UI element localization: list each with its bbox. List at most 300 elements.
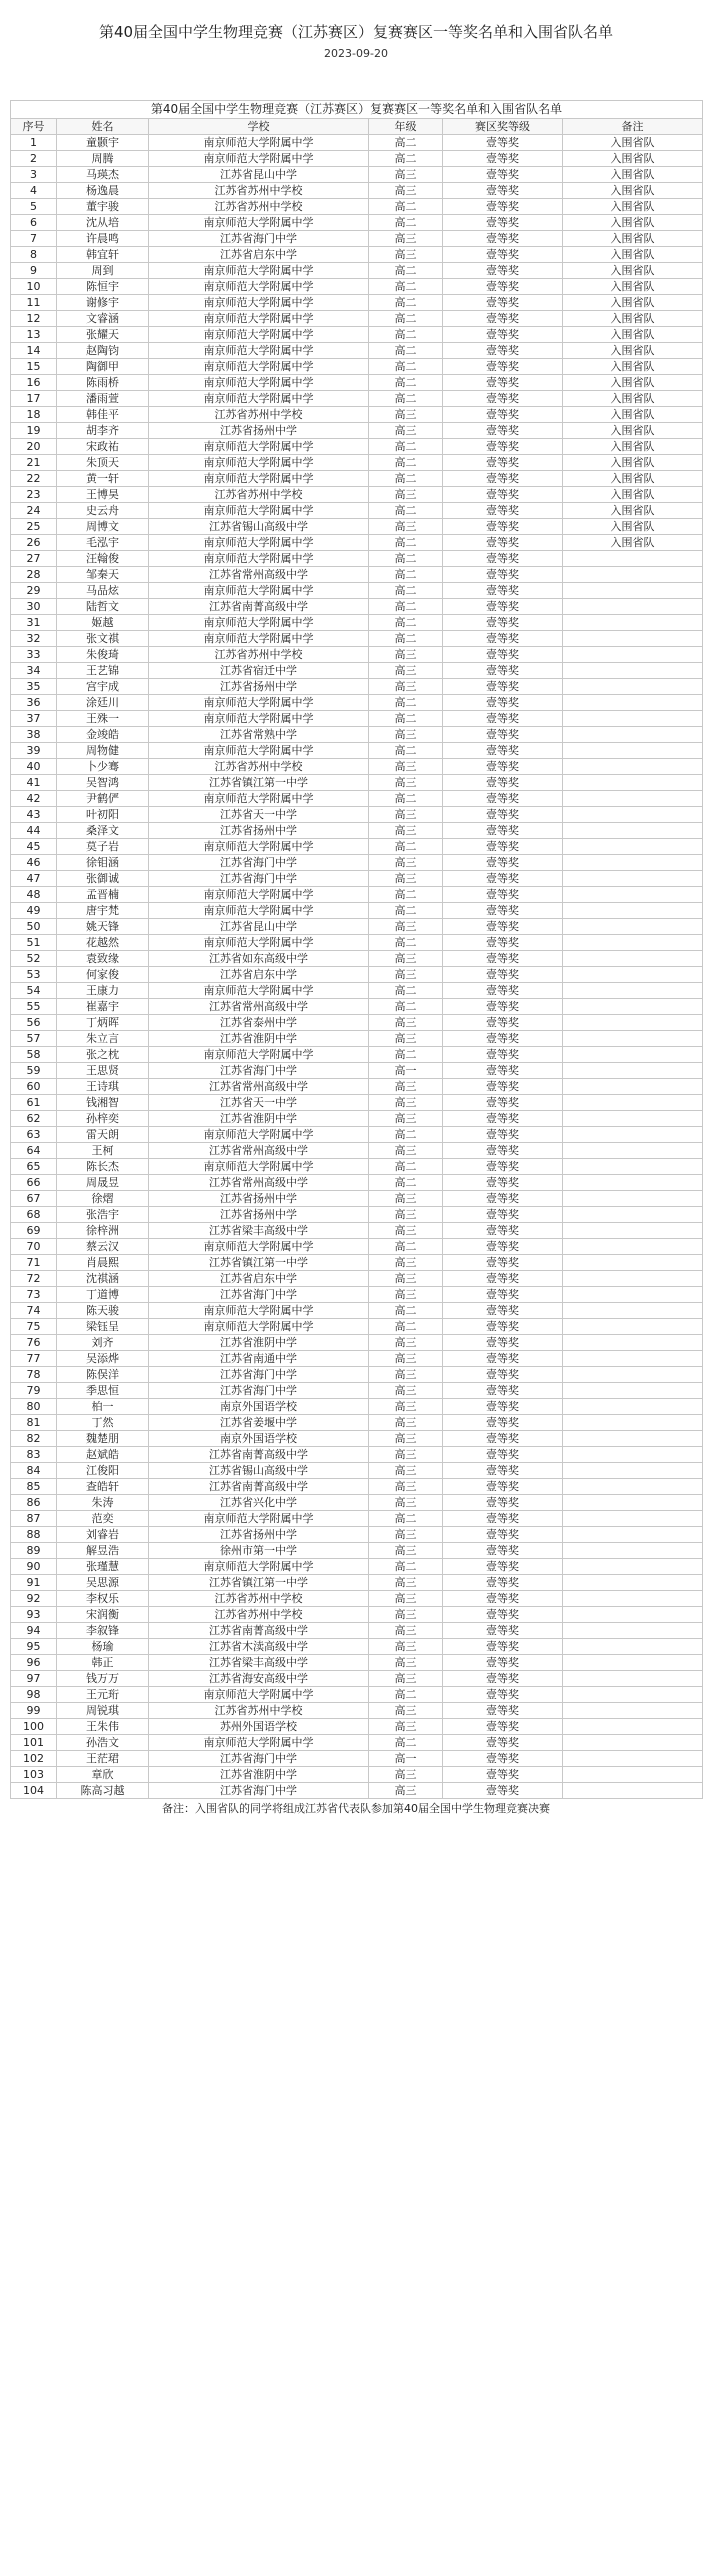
cell-remark	[563, 1351, 703, 1367]
cell-index: 19	[11, 423, 57, 439]
header-grade: 年级	[369, 119, 443, 135]
cell-grade: 高二	[369, 567, 443, 583]
cell-grade: 高三	[369, 647, 443, 663]
cell-name: 文睿涵	[57, 311, 149, 327]
cell-index: 84	[11, 1463, 57, 1479]
cell-grade: 高三	[369, 1031, 443, 1047]
cell-school: 江苏省常熟中学	[149, 727, 369, 743]
cell-name: 张文祺	[57, 631, 149, 647]
cell-school: 江苏省常州高级中学	[149, 1175, 369, 1191]
cell-remark	[563, 1783, 703, 1799]
cell-school: 江苏省海门中学	[149, 1751, 369, 1767]
cell-name: 周锐琪	[57, 1703, 149, 1719]
cell-school: 南京师范大学附属中学	[149, 279, 369, 295]
cell-remark	[563, 695, 703, 711]
cell-grade: 高二	[369, 615, 443, 631]
cell-award: 壹等奖	[443, 1431, 563, 1447]
table-row	[11, 855, 703, 871]
cell-school: 南京师范大学附属中学	[149, 455, 369, 471]
cell-award: 壹等奖	[443, 839, 563, 855]
cell-award: 壹等奖	[443, 1063, 563, 1079]
cell-school: 江苏省镇江第一中学	[149, 775, 369, 791]
cell-grade: 高二	[369, 455, 443, 471]
cell-remark	[563, 1447, 703, 1463]
cell-grade: 高三	[369, 1015, 443, 1031]
cell-name: 韩佳平	[57, 407, 149, 423]
cell-remark	[563, 1287, 703, 1303]
cell-grade: 高三	[369, 1639, 443, 1655]
cell-award: 壹等奖	[443, 1479, 563, 1495]
table-row	[11, 679, 703, 695]
cell-school: 江苏省常州高级中学	[149, 1143, 369, 1159]
cell-remark: 入围省队	[563, 295, 703, 311]
cell-school: 南京师范大学附属中学	[149, 263, 369, 279]
table-row	[11, 583, 703, 599]
cell-school: 南京师范大学附属中学	[149, 1127, 369, 1143]
cell-remark: 入围省队	[563, 487, 703, 503]
cell-grade: 高二	[369, 583, 443, 599]
cell-remark	[563, 1239, 703, 1255]
cell-remark: 入围省队	[563, 311, 703, 327]
cell-grade: 高二	[369, 711, 443, 727]
cell-grade: 高二	[369, 439, 443, 455]
cell-award: 壹等奖	[443, 1271, 563, 1287]
cell-index: 28	[11, 567, 57, 583]
cell-index: 8	[11, 247, 57, 263]
cell-index: 92	[11, 1591, 57, 1607]
cell-school: 江苏省镇江第一中学	[149, 1575, 369, 1591]
cell-remark: 入围省队	[563, 503, 703, 519]
cell-index: 49	[11, 903, 57, 919]
cell-index: 75	[11, 1319, 57, 1335]
cell-index: 47	[11, 871, 57, 887]
table-row	[11, 1767, 703, 1783]
cell-index: 91	[11, 1575, 57, 1591]
cell-grade: 高三	[369, 1655, 443, 1671]
table-row	[11, 1415, 703, 1431]
cell-remark	[563, 1623, 703, 1639]
cell-school: 江苏省苏州中学校	[149, 647, 369, 663]
cell-name: 朱顶天	[57, 455, 149, 471]
cell-name: 陈长杰	[57, 1159, 149, 1175]
cell-remark	[563, 1415, 703, 1431]
cell-award: 壹等奖	[443, 263, 563, 279]
cell-remark	[563, 871, 703, 887]
table-row	[11, 1639, 703, 1655]
cell-award: 壹等奖	[443, 1143, 563, 1159]
cell-school: 南京师范大学附属中学	[149, 839, 369, 855]
cell-school: 南京师范大学附属中学	[149, 1319, 369, 1335]
cell-award: 壹等奖	[443, 1079, 563, 1095]
cell-school: 南京师范大学附属中学	[149, 887, 369, 903]
cell-school: 南京师范大学附属中学	[149, 151, 369, 167]
cell-award: 壹等奖	[443, 279, 563, 295]
cell-index: 64	[11, 1143, 57, 1159]
cell-name: 刘睿岩	[57, 1527, 149, 1543]
cell-school: 江苏省扬州中学	[149, 423, 369, 439]
cell-award: 壹等奖	[443, 1207, 563, 1223]
cell-remark: 入围省队	[563, 471, 703, 487]
cell-remark	[563, 1751, 703, 1767]
cell-award: 壹等奖	[443, 583, 563, 599]
cell-grade: 高二	[369, 135, 443, 151]
cell-award: 壹等奖	[443, 471, 563, 487]
cell-grade: 高三	[369, 855, 443, 871]
cell-grade: 高三	[369, 1703, 443, 1719]
cell-award: 壹等奖	[443, 1015, 563, 1031]
table-row	[11, 1575, 703, 1591]
table-row	[11, 391, 703, 407]
table-row	[11, 967, 703, 983]
cell-grade: 高三	[369, 663, 443, 679]
cell-remark: 入围省队	[563, 231, 703, 247]
cell-award: 壹等奖	[443, 1127, 563, 1143]
cell-school: 江苏省锡山高级中学	[149, 519, 369, 535]
cell-award: 壹等奖	[443, 1495, 563, 1511]
cell-grade: 高二	[369, 887, 443, 903]
cell-school: 江苏省淮阴中学	[149, 1767, 369, 1783]
cell-remark	[563, 1303, 703, 1319]
cell-index: 54	[11, 983, 57, 999]
cell-award: 壹等奖	[443, 567, 563, 583]
cell-school: 江苏省扬州中学	[149, 1207, 369, 1223]
cell-index: 52	[11, 951, 57, 967]
cell-grade: 高三	[369, 183, 443, 199]
cell-index: 46	[11, 855, 57, 871]
table-row	[11, 311, 703, 327]
cell-school: 江苏省如东高级中学	[149, 951, 369, 967]
cell-index: 38	[11, 727, 57, 743]
cell-name: 桑泽文	[57, 823, 149, 839]
cell-school: 江苏省泰州中学	[149, 1015, 369, 1031]
cell-grade: 高三	[369, 1207, 443, 1223]
cell-award: 壹等奖	[443, 199, 563, 215]
cell-school: 江苏省海门中学	[149, 1287, 369, 1303]
cell-award: 壹等奖	[443, 375, 563, 391]
cell-name: 王博昊	[57, 487, 149, 503]
cell-grade: 高三	[369, 1431, 443, 1447]
cell-grade: 高二	[369, 1175, 443, 1191]
table-body	[11, 135, 703, 1799]
cell-index: 43	[11, 807, 57, 823]
cell-grade: 高二	[369, 1687, 443, 1703]
cell-award: 壹等奖	[443, 759, 563, 775]
cell-grade: 高二	[369, 503, 443, 519]
cell-school: 南京师范大学附属中学	[149, 295, 369, 311]
award-table	[10, 100, 703, 1799]
cell-school: 江苏省南菁高级中学	[149, 1479, 369, 1495]
cell-award: 壹等奖	[443, 359, 563, 375]
cell-school: 南京师范大学附属中学	[149, 439, 369, 455]
cell-school: 南京师范大学附属中学	[149, 695, 369, 711]
cell-school: 苏州外国语学校	[149, 1719, 369, 1735]
cell-remark: 入围省队	[563, 167, 703, 183]
cell-remark: 入围省队	[563, 535, 703, 551]
cell-grade: 高三	[369, 519, 443, 535]
cell-award: 壹等奖	[443, 935, 563, 951]
cell-grade: 高三	[369, 1527, 443, 1543]
cell-index: 76	[11, 1335, 57, 1351]
cell-name: 雷天朗	[57, 1127, 149, 1143]
cell-name: 王朱伟	[57, 1719, 149, 1735]
cell-award: 壹等奖	[443, 679, 563, 695]
cell-remark	[563, 823, 703, 839]
table-row	[11, 1143, 703, 1159]
cell-award: 壹等奖	[443, 247, 563, 263]
cell-index: 58	[11, 1047, 57, 1063]
table-row	[11, 423, 703, 439]
cell-index: 85	[11, 1479, 57, 1495]
cell-remark	[563, 791, 703, 807]
cell-school: 江苏省启东中学	[149, 1271, 369, 1287]
table-row	[11, 519, 703, 535]
cell-school: 江苏省兴化中学	[149, 1495, 369, 1511]
table-row	[11, 663, 703, 679]
cell-award: 壹等奖	[443, 1527, 563, 1543]
cell-index: 33	[11, 647, 57, 663]
cell-school: 南京师范大学附属中学	[149, 983, 369, 999]
table-row	[11, 1079, 703, 1095]
cell-remark	[563, 1063, 703, 1079]
cell-award: 壹等奖	[443, 215, 563, 231]
table-row	[11, 1399, 703, 1415]
table-row	[11, 839, 703, 855]
cell-remark	[563, 1703, 703, 1719]
cell-grade: 高二	[369, 375, 443, 391]
cell-remark	[563, 583, 703, 599]
cell-grade: 高三	[369, 1623, 443, 1639]
cell-name: 孙浩文	[57, 1735, 149, 1751]
cell-award: 壹等奖	[443, 1255, 563, 1271]
cell-index: 9	[11, 263, 57, 279]
cell-award: 壹等奖	[443, 487, 563, 503]
cell-index: 17	[11, 391, 57, 407]
cell-name: 沈从培	[57, 215, 149, 231]
cell-index: 4	[11, 183, 57, 199]
table-row	[11, 599, 703, 615]
cell-remark	[563, 1671, 703, 1687]
cell-grade: 高三	[369, 231, 443, 247]
cell-school: 江苏省海门中学	[149, 1063, 369, 1079]
cell-grade: 高三	[369, 1335, 443, 1351]
cell-index: 102	[11, 1751, 57, 1767]
table-row	[11, 935, 703, 951]
cell-award: 壹等奖	[443, 231, 563, 247]
cell-index: 79	[11, 1383, 57, 1399]
cell-award: 壹等奖	[443, 919, 563, 935]
cell-school: 南京师范大学附属中学	[149, 631, 369, 647]
cell-name: 许晨鸣	[57, 231, 149, 247]
cell-name: 宫宇成	[57, 679, 149, 695]
table-row	[11, 1623, 703, 1639]
cell-grade: 高二	[369, 1511, 443, 1527]
table-row	[11, 375, 703, 391]
cell-school: 南京师范大学附属中学	[149, 135, 369, 151]
table-row	[11, 215, 703, 231]
cell-index: 98	[11, 1687, 57, 1703]
cell-index: 73	[11, 1287, 57, 1303]
cell-name: 姚天锋	[57, 919, 149, 935]
cell-grade: 高三	[369, 1607, 443, 1623]
cell-school: 南京师范大学附属中学	[149, 615, 369, 631]
cell-award: 壹等奖	[443, 695, 563, 711]
cell-award: 壹等奖	[443, 1287, 563, 1303]
cell-award: 壹等奖	[443, 951, 563, 967]
cell-award: 壹等奖	[443, 855, 563, 871]
cell-grade: 高三	[369, 1543, 443, 1559]
cell-name: 范奕	[57, 1511, 149, 1527]
cell-index: 44	[11, 823, 57, 839]
table-row	[11, 439, 703, 455]
cell-grade: 高二	[369, 599, 443, 615]
cell-grade: 高二	[369, 1559, 443, 1575]
cell-index: 3	[11, 167, 57, 183]
cell-remark: 入围省队	[563, 423, 703, 439]
cell-grade: 高二	[369, 471, 443, 487]
cell-name: 刘齐	[57, 1335, 149, 1351]
table-row	[11, 1447, 703, 1463]
cell-name: 朱涛	[57, 1495, 149, 1511]
cell-award: 壹等奖	[443, 1239, 563, 1255]
cell-name: 邹秦天	[57, 567, 149, 583]
cell-name: 崔嘉宇	[57, 999, 149, 1015]
cell-grade: 高三	[369, 807, 443, 823]
cell-award: 壹等奖	[443, 455, 563, 471]
cell-school: 南京师范大学附属中学	[149, 1239, 369, 1255]
cell-name: 陈恒宇	[57, 279, 149, 295]
cell-remark	[563, 1127, 703, 1143]
cell-grade: 高三	[369, 679, 443, 695]
cell-grade: 高三	[369, 1415, 443, 1431]
cell-remark	[563, 1463, 703, 1479]
cell-index: 99	[11, 1703, 57, 1719]
cell-index: 31	[11, 615, 57, 631]
header-index: 序号	[11, 119, 57, 135]
cell-remark	[563, 1159, 703, 1175]
footer-note: 备注：入围省队的同学将组成江苏省代表队参加第40届全国中学生物理竞赛决赛	[162, 1802, 550, 1815]
cell-index: 32	[11, 631, 57, 647]
cell-award: 壹等奖	[443, 1351, 563, 1367]
cell-grade: 高二	[369, 151, 443, 167]
cell-grade: 高三	[369, 951, 443, 967]
cell-index: 6	[11, 215, 57, 231]
table-row	[11, 263, 703, 279]
cell-school: 江苏省扬州中学	[149, 679, 369, 695]
table-row	[11, 567, 703, 583]
cell-school: 江苏省梁丰高级中学	[149, 1655, 369, 1671]
table-row	[11, 551, 703, 567]
cell-name: 莫子岩	[57, 839, 149, 855]
cell-grade: 高三	[369, 967, 443, 983]
cell-school: 江苏省苏州中学校	[149, 1703, 369, 1719]
cell-remark	[563, 1719, 703, 1735]
table-row	[11, 1543, 703, 1559]
cell-award: 壹等奖	[443, 1223, 563, 1239]
cell-grade: 高三	[369, 247, 443, 263]
table-row	[11, 743, 703, 759]
cell-grade: 高二	[369, 343, 443, 359]
table-row	[11, 327, 703, 343]
cell-remark	[563, 1383, 703, 1399]
table-row	[11, 1511, 703, 1527]
cell-school: 江苏省淮阴中学	[149, 1335, 369, 1351]
cell-grade: 高三	[369, 1143, 443, 1159]
cell-index: 96	[11, 1655, 57, 1671]
cell-index: 2	[11, 151, 57, 167]
table-row	[11, 1319, 703, 1335]
table-row	[11, 631, 703, 647]
cell-remark	[563, 727, 703, 743]
table-row	[11, 359, 703, 375]
cell-award: 壹等奖	[443, 1335, 563, 1351]
cell-name: 徐钼涵	[57, 855, 149, 871]
table-row	[11, 1015, 703, 1031]
cell-grade: 高二	[369, 359, 443, 375]
cell-remark	[563, 1191, 703, 1207]
cell-remark	[563, 759, 703, 775]
cell-school: 江苏省天一中学	[149, 1095, 369, 1111]
cell-index: 77	[11, 1351, 57, 1367]
cell-remark	[563, 1031, 703, 1047]
cell-grade: 高二	[369, 311, 443, 327]
cell-name: 肖晨熙	[57, 1255, 149, 1271]
table-row	[11, 1719, 703, 1735]
cell-grade: 高二	[369, 839, 443, 855]
cell-school: 南京师范大学附属中学	[149, 471, 369, 487]
cell-index: 48	[11, 887, 57, 903]
table-row	[11, 1223, 703, 1239]
table-row	[11, 1175, 703, 1191]
cell-remark	[563, 983, 703, 999]
cell-award: 壹等奖	[443, 1751, 563, 1767]
cell-index: 21	[11, 455, 57, 471]
table-row	[11, 1479, 703, 1495]
table-row	[11, 1703, 703, 1719]
cell-name: 姬越	[57, 615, 149, 631]
cell-school: 江苏省淮阴中学	[149, 1111, 369, 1127]
cell-name: 解昱浩	[57, 1543, 149, 1559]
cell-school: 南京师范大学附属中学	[149, 583, 369, 599]
cell-name: 涂廷川	[57, 695, 149, 711]
cell-index: 22	[11, 471, 57, 487]
cell-award: 壹等奖	[443, 151, 563, 167]
cell-remark	[563, 615, 703, 631]
cell-remark	[563, 647, 703, 663]
cell-grade: 高三	[369, 1271, 443, 1287]
table-row	[11, 1751, 703, 1767]
table-row	[11, 535, 703, 551]
cell-index: 13	[11, 327, 57, 343]
cell-index: 56	[11, 1015, 57, 1031]
cell-school: 南京师范大学附属中学	[149, 375, 369, 391]
cell-name: 李权乐	[57, 1591, 149, 1607]
cell-remark: 入围省队	[563, 439, 703, 455]
cell-name: 杨逸晨	[57, 183, 149, 199]
cell-name: 叶初阳	[57, 807, 149, 823]
cell-award: 壹等奖	[443, 1767, 563, 1783]
cell-school: 江苏省南通中学	[149, 1351, 369, 1367]
table-row	[11, 647, 703, 663]
table-row	[11, 1159, 703, 1175]
table-row	[11, 1463, 703, 1479]
cell-grade: 高二	[369, 279, 443, 295]
cell-school: 江苏省海门中学	[149, 855, 369, 871]
cell-school: 江苏省海门中学	[149, 871, 369, 887]
cell-index: 37	[11, 711, 57, 727]
cell-index: 18	[11, 407, 57, 423]
cell-index: 90	[11, 1559, 57, 1575]
cell-index: 5	[11, 199, 57, 215]
